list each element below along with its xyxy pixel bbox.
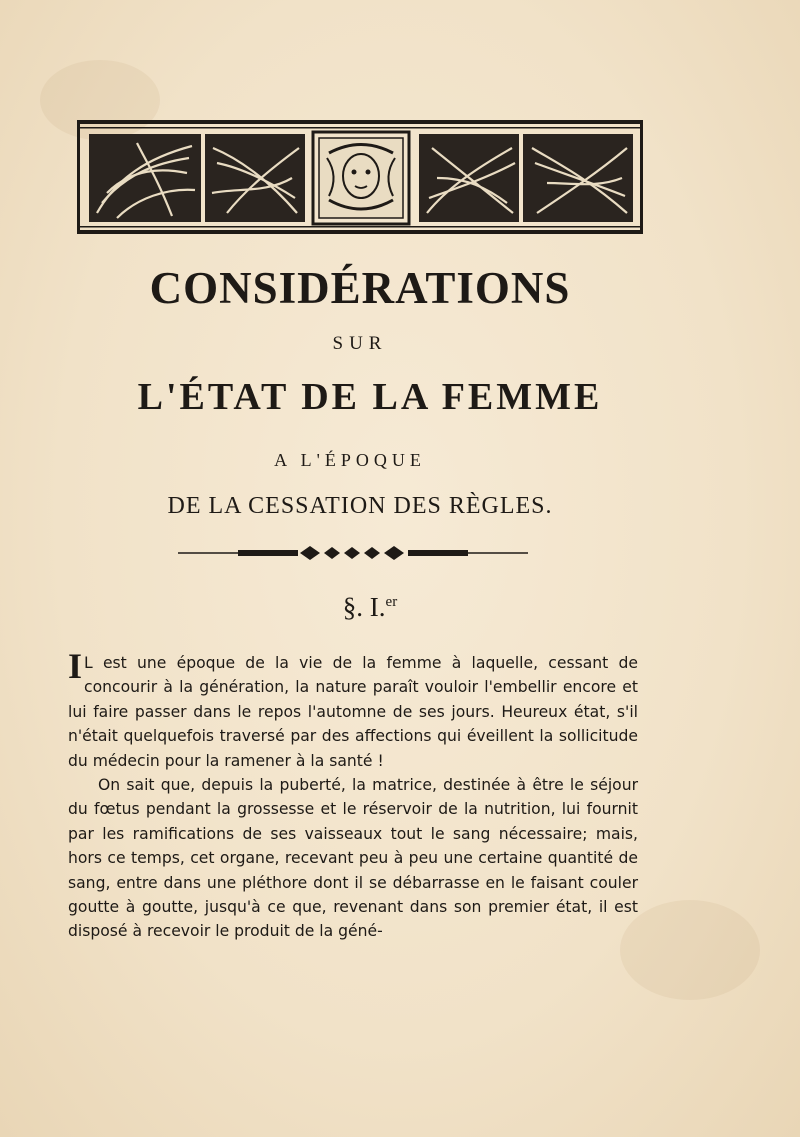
paragraph-1: [68, 646, 638, 773]
paper-stain: [620, 900, 760, 1000]
paragraph-2: On sait que, depuis la puberté, la matrice, destinée à être le séjour du fœtus pendant la grossesse et le réservoir de la nutrition, lui fournit par les ramifications de ses vaisseaux tout le sang nécessaire; mais, hors ce temps, cet organe, recevant peu à peu une certaine quantité de sang, entre dans une pléthore dont il se débarrasse en le faisant couler goutte à goutte, jusqu'à ce que, revenant dans son premier état, il est disposé à recevoir le produit de la géné-: [68, 776, 638, 941]
title-sur: SUR: [332, 333, 388, 354]
section-mark: §. I.: [342, 592, 386, 622]
headpiece-ornament: [77, 118, 643, 236]
drop-cap: I: [68, 646, 83, 686]
body-text: [68, 646, 638, 944]
section-superscript: er: [385, 594, 398, 610]
ornamental-divider: [178, 541, 528, 565]
title-subject: L'ÉTAT DE LA FEMME: [137, 376, 603, 418]
title-topic: DE LA CESSATION DES RÈGLES.: [167, 493, 553, 519]
paragraph-1-text: L est une époque de la vie de la femme à laquelle, cessant de concourir à la génération, la nature paraît vouloir l'embellir encore et lui faire passer dans le repos l'automne de ses jours. Heureux état, s'il n'était quelquefois traversé par des affections qui éveillent la sollicitude du médecin pour la ramener à la santé !: [68, 654, 638, 770]
section-heading: [0, 592, 770, 623]
title-main: CONSIDÉRATIONS: [149, 263, 571, 313]
title-epoque: A L'ÉPOQUE: [274, 450, 426, 470]
